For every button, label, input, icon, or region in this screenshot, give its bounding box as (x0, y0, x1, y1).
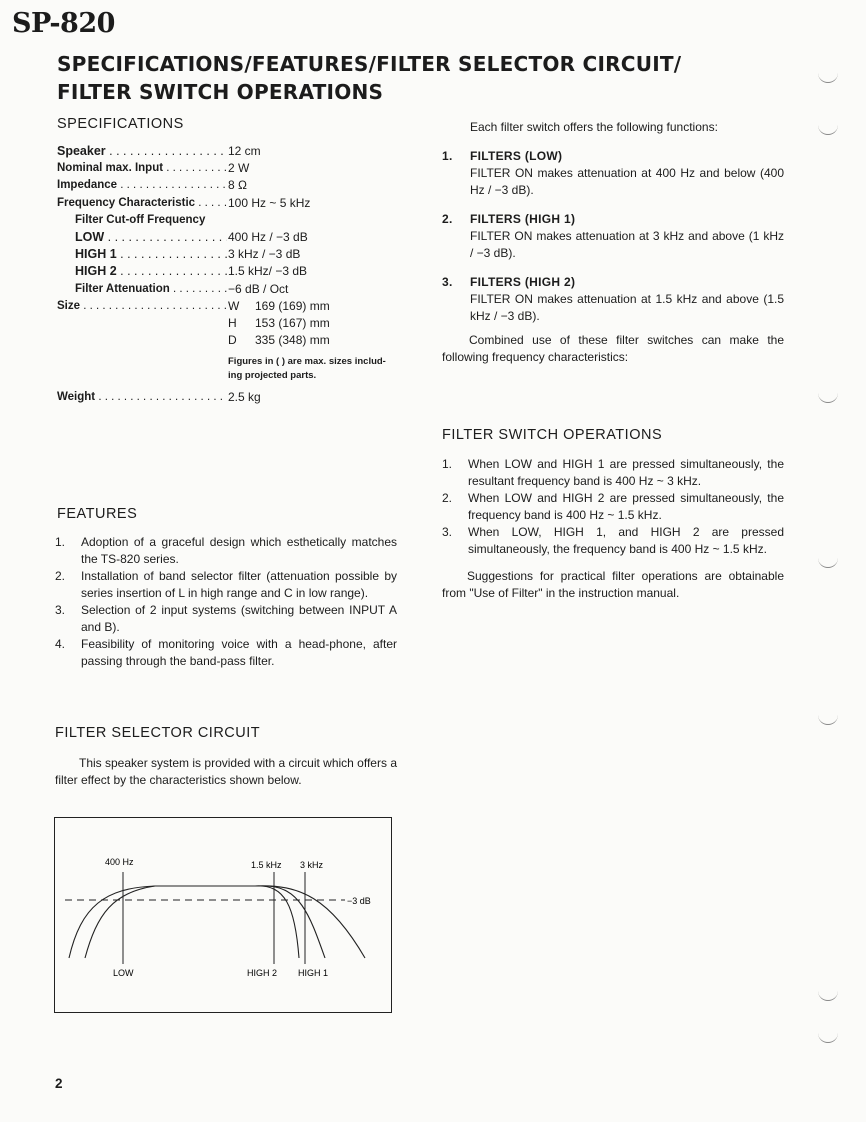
functions-intro: Each filter switch offers the following functions: (470, 120, 718, 134)
spec-row-size-d (57, 332, 437, 349)
spec-value: W 169 (169) mm (228, 298, 330, 313)
label-high1: HIGH 1 (298, 968, 329, 978)
punch-hole-mark (818, 1030, 838, 1043)
list-item: 3. When LOW, HIGH 1, and HIGH 2 are pressed simultaneously, the frequency band is 400 Hz ~ 1.5 kHz. (442, 525, 784, 556)
spec-row-attenuation (57, 281, 437, 298)
spec-value: 3 kHz / −3 dB (228, 247, 301, 262)
label-1-5khz: 1.5 kHz (251, 860, 282, 870)
spec-row-impedance (57, 177, 437, 194)
label-minus-3db: −3 dB (347, 896, 371, 906)
operations-heading: FILTER SWITCH OPERATIONS (442, 427, 663, 443)
list-item: 1. FILTERS (LOW) FILTER ON makes attenuation at 400 Hz and below (400 Hz / −3 dB). (442, 149, 784, 197)
note-line: Figures in ( ) are max. sizes includ- (228, 356, 386, 367)
spec-value: H 153 (167) mm (228, 316, 330, 331)
spec-label: Speaker . . . (57, 143, 227, 160)
spec-label: HIGH 2 . . . (57, 263, 227, 280)
note-line: ing projected parts. (228, 370, 317, 381)
spec-value: 8 Ω (228, 178, 247, 193)
spec-label-empty (57, 315, 227, 332)
spec-row-size (57, 298, 437, 315)
label-3khz: 3 kHz (300, 860, 324, 870)
operations-list (442, 456, 784, 558)
list-item: 4. Feasibility of monitoring voice with a head-phone, after passing through the band-pass filter. (55, 637, 397, 668)
spec-value: 12 cm (228, 144, 261, 158)
list-item: 2. Installation of band selector filter (attenuation possible by series insertion of L in high range and C in low range). (55, 569, 397, 600)
spec-label: HIGH 1 . . . (57, 246, 227, 263)
model-name: SP-820 (12, 8, 115, 39)
label-400hz: 400 Hz (105, 857, 134, 867)
spec-row-frequency (57, 195, 437, 212)
punch-hole-mark (818, 390, 838, 403)
list-item: 3. Selection of 2 input systems (switching between INPUT A and B). (55, 603, 397, 634)
list-item: 1. Adoption of a graceful design which esthetically matches the TS-820 series. (55, 535, 397, 566)
punch-hole-mark (818, 122, 838, 135)
spec-label: Frequency Characteristic . . . (57, 195, 227, 212)
spec-value: 100 Hz ~ 5 kHz (228, 195, 311, 210)
size-note (228, 355, 408, 383)
punch-hole-mark (818, 988, 838, 1001)
spec-value: D 335 (348) mm (228, 333, 330, 348)
punch-hole-mark (818, 555, 838, 568)
label-high2: HIGH 2 (247, 968, 278, 978)
spec-value: 2.5 kg (228, 390, 261, 404)
spec-value: −6 dB / Oct (228, 281, 289, 296)
spec-value: 1.5 kHz/ −3 dB (228, 264, 308, 279)
selector-text: This speaker system is provided with a circuit which offers a filter effect by the characteristics shown below. (55, 756, 397, 787)
features-heading: FEATURES (57, 506, 138, 522)
list-item: 1. When LOW and HIGH 1 are pressed simultaneously, the resultant frequency band is 400 Hz ~ 3 kHz. (442, 457, 784, 488)
punch-hole-mark (818, 712, 838, 725)
spec-row-weight (57, 389, 437, 406)
spec-row-high2 (57, 263, 437, 280)
features-list (55, 534, 397, 670)
selector-heading: FILTER SELECTOR CIRCUIT (55, 725, 261, 741)
list-item: 2. When LOW and HIGH 2 are pressed simultaneously, the frequency band is 400 Hz ~ 1.5 kHz. (442, 491, 784, 522)
spec-row-high1 (57, 246, 437, 263)
page-title (57, 50, 681, 106)
spec-label: Size . . . (57, 298, 227, 315)
suggestion-text: Suggestions for practical filter operations are obtainable from "Use of Filter" in the instruction manual. (442, 569, 784, 600)
spec-row-speaker (57, 143, 437, 160)
filter-response-diagram (54, 817, 392, 1013)
spec-label: LOW . . . (57, 229, 227, 246)
spec-row-cutoff (57, 212, 437, 229)
spec-row-input (57, 160, 437, 177)
spec-value: 2 W (228, 161, 250, 176)
spec-label: Weight . . . (57, 389, 227, 406)
curve-low-high2 (69, 886, 325, 958)
specifications-heading: SPECIFICATIONS (57, 116, 184, 132)
page-number: 2 (55, 1076, 63, 1091)
spec-label: Filter Cut-off Frequency (75, 213, 206, 226)
spec-value: 400 Hz / −3 dB (228, 230, 308, 245)
list-item: 2. FILTERS (HIGH 1) FILTER ON makes attenuation at 3 kHz and above (1 kHz / −3 dB). (442, 212, 784, 260)
specifications-table (57, 143, 437, 349)
title-line-2: FILTER SWITCH OPERATIONS (57, 80, 384, 104)
combined-text: Combined use of these filter switches can make the following frequency characteristics: (442, 333, 784, 364)
label-low: LOW (113, 968, 134, 978)
spec-row-low (57, 229, 437, 246)
spec-label-empty (57, 332, 227, 349)
response-curves (55, 818, 391, 1012)
list-item: 3. FILTERS (HIGH 2) FILTER ON makes attenuation at 1.5 kHz and above (1.5 kHz / −3 dB). (442, 275, 784, 323)
title-line-1: SPECIFICATIONS/FEATURES/FILTER SELECTOR CIRCUIT/ (57, 52, 682, 76)
spec-label: Filter Attenuation . . . (57, 281, 227, 298)
spec-label: Nominal max. Input . . . (57, 160, 227, 177)
spec-row-size-h (57, 315, 437, 332)
curve-low-off (85, 886, 155, 958)
functions-list (442, 148, 784, 337)
spec-label: Impedance . . . (57, 177, 227, 194)
punch-hole-mark (818, 70, 838, 83)
curve-high2 (255, 886, 299, 958)
